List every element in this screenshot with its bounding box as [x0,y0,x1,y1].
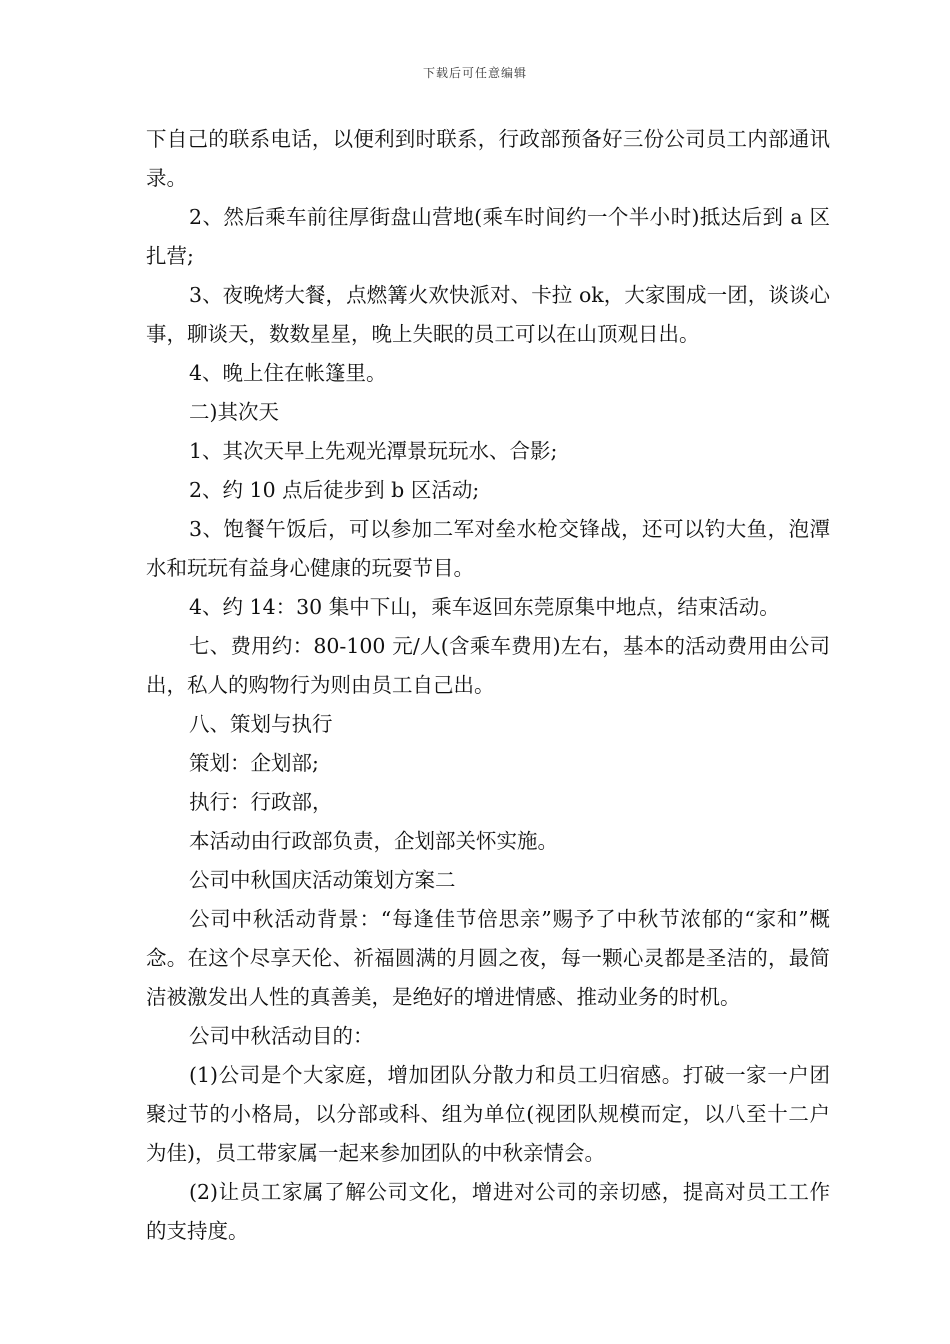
paragraph: 公司中秋活动背景：“每逢佳节倍思亲”赐予了中秋节浓郁的“家和”概念。在这个尽享天伦、祈福圆满的月圆之夜，每一颗心灵都是圣洁的，最简洁被激发出人性的真善美，是绝好的增进情感、推动业务的时机。 [146,907,830,1009]
paragraph: 3、饱餐午饭后，可以参加二军对垒水枪交锋战，还可以钓大鱼，泡潭水和玩玩有益身心健康的玩耍节目。 [146,517,830,580]
paragraph: 策划：企划部; [189,751,319,775]
section-heading: 公司中秋国庆活动策划方案二 [189,868,456,892]
paragraph: 3、夜晚烤大餐，点燃篝火欢快派对、卡拉 ok，大家围成一团，谈谈心事，聊谈天，数数星星，晚上失眠的员工可以在山顶观日出。 [146,283,830,346]
paragraph: 2、约 10 点后徒步到 b 区活动; [189,478,480,502]
section-heading: 二)其次天 [189,400,279,424]
section-heading: 八、策划与执行 [189,712,333,736]
document-body [146,120,830,1251]
paragraph: 1、其次天早上先观光潭景玩玩水、合影; [189,439,558,463]
paragraph: 4、晚上住在帐篷里。 [189,361,387,385]
section-heading: 公司中秋活动目的： [189,1024,374,1048]
page-header: 下载后可任意编辑 [422,66,527,80]
paragraph: 执行：行政部， [189,790,333,814]
paragraph: 2、然后乘车前往厚街盘山营地(乘车时间约一个半小时)抵达后到 a 区扎营; [146,205,830,268]
paragraph: (1)公司是个大家庭，增加团队分散力和员工归宿感。打破一家一户团聚过节的小格局，以分部或科、组为单位(视团队规模而定，以八至十二户为佳)，员工带家属一起来参加团队的中秋亲情会。 [146,1063,830,1165]
paragraph: 4、约 14：30 集中下山，乘车返回东莞原集中地点，结束活动。 [189,595,780,619]
paragraph: 本活动由行政部负责，企划部关怀实施。 [189,829,558,853]
paragraph: (2)让员工家属了解公司文化，增进对公司的亲切感，提高对员工工作的支持度。 [146,1180,830,1243]
paragraph: 七、费用约：80-100 元/人(含乘车费用)左右，基本的活动费用由公司出，私人的购物行为则由员工自己出。 [146,634,830,697]
paragraph: 下自己的联系电话，以便利到时联系，行政部预备好三份公司员工内部通讯录。 [146,127,830,190]
